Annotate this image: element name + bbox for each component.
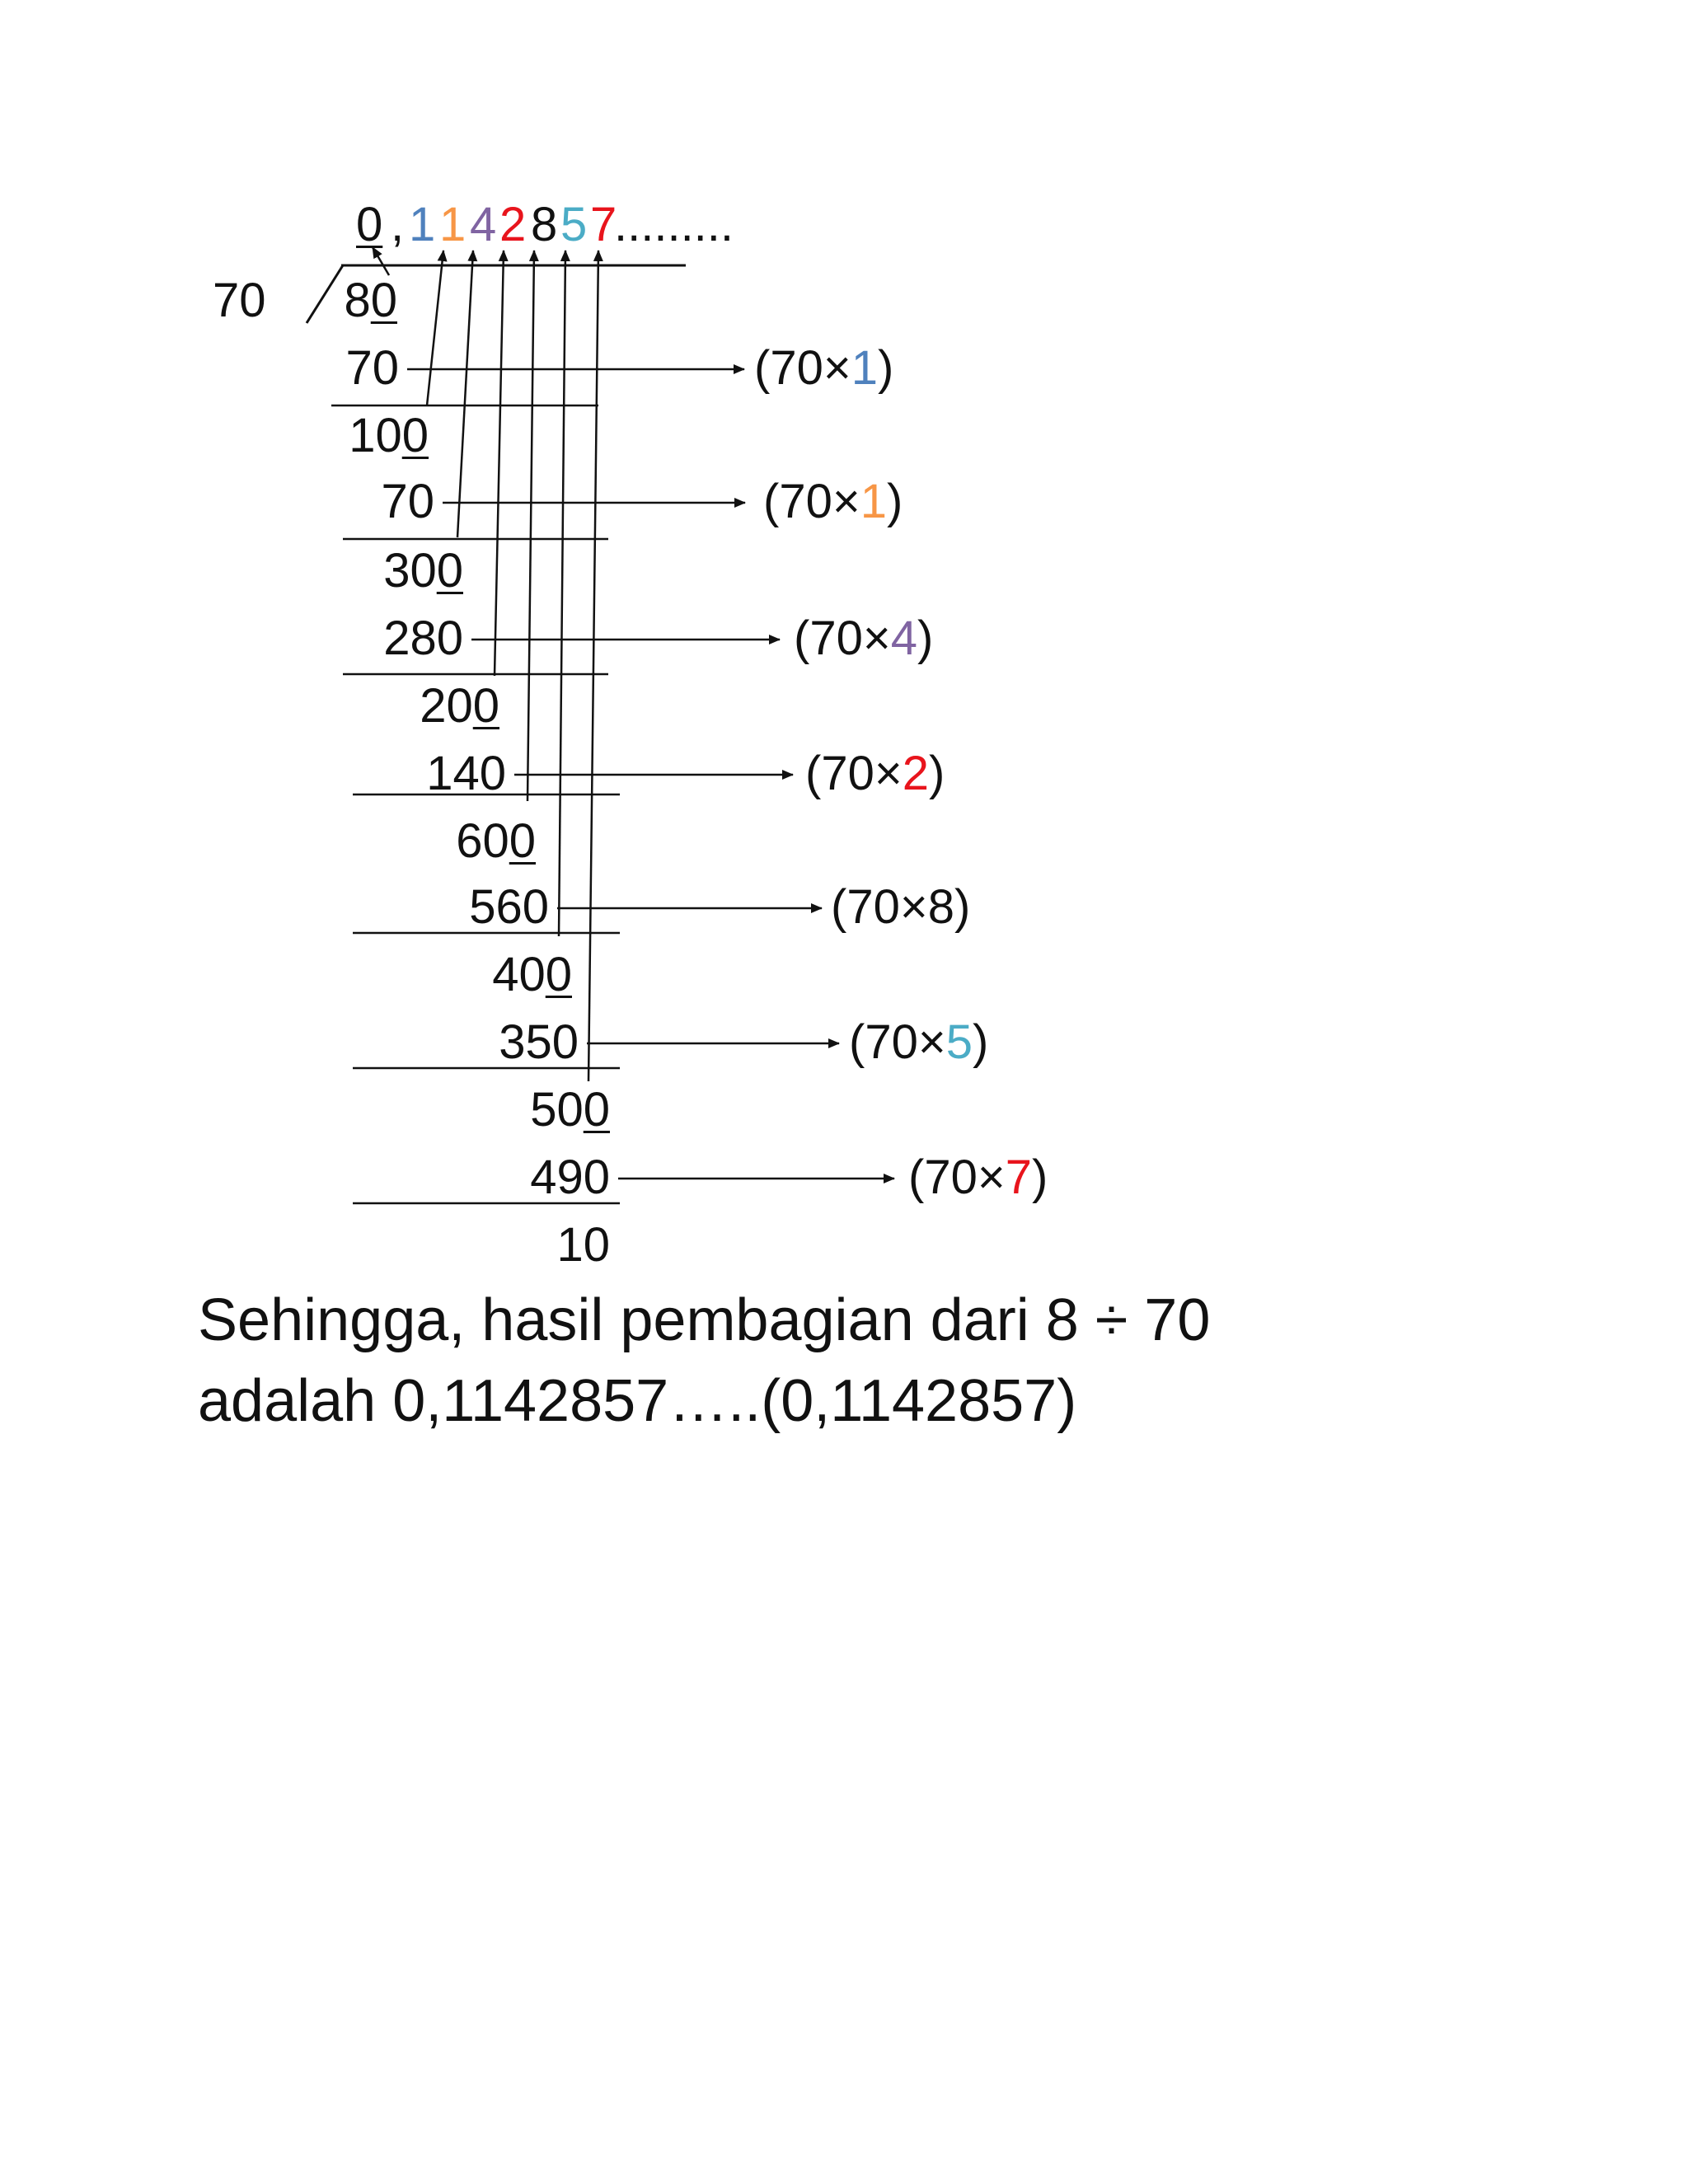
product-label-digit: 5 — [945, 1015, 973, 1069]
product-label-digit: 8 — [927, 880, 954, 934]
final-remainder: 10 — [556, 1218, 610, 1272]
product-value: 560 — [469, 880, 549, 934]
product-label-digit: 2 — [902, 747, 929, 800]
remainder-digits: 50 — [530, 1083, 584, 1137]
product-label — [763, 475, 903, 528]
product-label-close: ) — [917, 612, 934, 665]
quotient-digit: 7 — [590, 198, 617, 251]
product-value: 280 — [383, 612, 463, 665]
product-value: 350 — [499, 1015, 579, 1069]
quotient-digit: , — [391, 198, 405, 251]
brought-down-digit: 0 — [472, 679, 499, 733]
remainder-digits: 40 — [492, 948, 546, 1001]
remainder-value — [420, 679, 499, 733]
product-label — [849, 1015, 989, 1069]
product-label-digit: 1 — [851, 341, 878, 395]
product-label-open: (70× — [908, 1151, 1006, 1204]
brought-down-digit: 0 — [583, 1083, 610, 1137]
product-label-digit: 4 — [890, 612, 917, 665]
product-value: 140 — [426, 747, 506, 800]
quotient-digit: 5 — [560, 198, 588, 251]
remainder-digits: 10 — [349, 409, 402, 462]
remainder-value — [344, 274, 397, 327]
quotient-connector-arrow — [495, 251, 504, 676]
product-label-close: ) — [886, 475, 903, 528]
divisor: 70 — [213, 274, 266, 327]
brought-down-digit: 0 — [401, 409, 429, 462]
quotient-digit: 1 — [409, 198, 436, 251]
product-label-close: ) — [972, 1015, 989, 1069]
quotient-digit: 2 — [499, 198, 527, 251]
product-label — [794, 612, 934, 665]
product-label-close: ) — [954, 880, 971, 934]
remainder-value — [492, 948, 572, 1001]
quotient-connector-arrow — [559, 251, 565, 936]
quotient-connector-arrow — [427, 251, 443, 405]
brought-down-digit: 0 — [545, 948, 572, 1001]
remainder-value — [456, 814, 536, 868]
quotient-digit: 1 — [439, 198, 467, 251]
product-label-open: (70× — [805, 747, 903, 800]
product-value: 490 — [530, 1151, 610, 1204]
product-value: 70 — [345, 341, 399, 395]
product-label-close: ) — [928, 747, 945, 800]
quotient-zero-arrow — [373, 247, 389, 275]
product-label-digit: 1 — [860, 475, 887, 528]
product-value: 70 — [381, 475, 434, 528]
quotient-connector-arrow — [588, 251, 598, 1081]
quotient-digit: 8 — [531, 198, 558, 251]
remainder-digits: 20 — [420, 679, 473, 733]
product-label-open: (70× — [849, 1015, 946, 1069]
product-label-open: (70× — [763, 475, 860, 528]
quotient-digit: 0 — [356, 198, 383, 251]
product-label — [908, 1151, 1048, 1204]
product-label-close: ) — [1031, 1151, 1048, 1204]
quotient-connector-arrow — [457, 251, 473, 537]
remainder-digits: 8 — [344, 274, 371, 327]
remainder-value — [349, 409, 429, 462]
remainder-value — [383, 544, 463, 598]
product-label — [831, 880, 971, 934]
quotient-digit: 4 — [470, 198, 497, 251]
product-label — [754, 341, 894, 395]
product-label-open: (70× — [754, 341, 851, 395]
division-bracket-slash — [307, 265, 343, 323]
product-label-close: ) — [877, 341, 894, 395]
product-label-digit: 7 — [1005, 1151, 1032, 1204]
brought-down-digit: 0 — [370, 274, 397, 327]
product-label-open: (70× — [831, 880, 928, 934]
summary-line-1: Sehingga, hasil pembagian dari 8 ÷ 70 — [198, 1287, 1211, 1353]
product-label — [805, 747, 945, 800]
quotient-trail: ......... — [614, 198, 734, 251]
remainder-digits: 60 — [456, 814, 509, 868]
product-label-open: (70× — [794, 612, 891, 665]
brought-down-digit: 0 — [509, 814, 536, 868]
remainder-digits: 30 — [383, 544, 437, 598]
brought-down-digit: 0 — [436, 544, 463, 598]
remainder-value — [530, 1083, 610, 1137]
quotient-connector-arrow — [528, 251, 534, 801]
summary-line-2: adalah 0,1142857…..(0,1142857) — [198, 1368, 1077, 1434]
